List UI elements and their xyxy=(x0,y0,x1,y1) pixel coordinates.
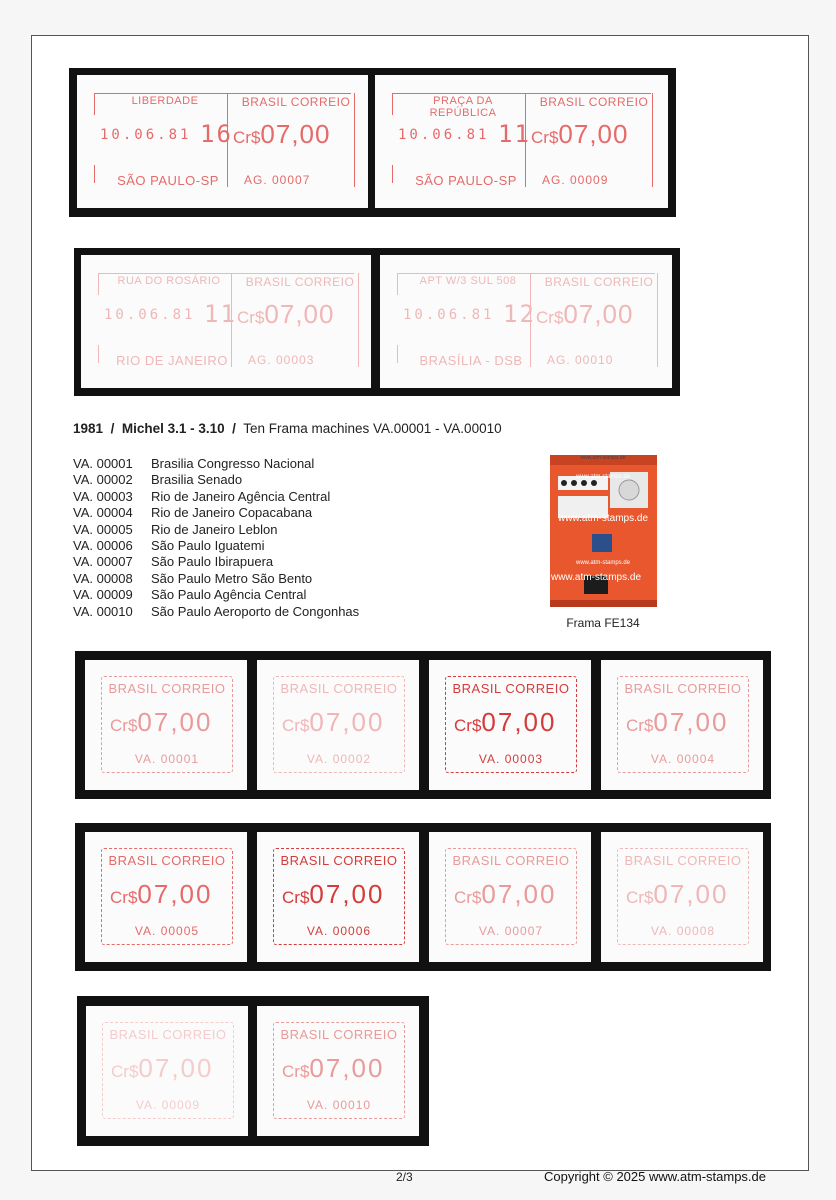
list-item xyxy=(73,604,359,620)
stamp-header: BRASIL CORREIO xyxy=(280,853,398,868)
machine-place: Rio de Janeiro Copacabana xyxy=(151,505,313,521)
watermark-text: www.atm-stamps.de xyxy=(557,513,649,524)
value-text: 07,00 xyxy=(558,119,629,149)
header-text: BRASIL CORREIO xyxy=(245,275,355,289)
machine-base xyxy=(550,600,657,607)
value-text: 07,00 xyxy=(138,1053,214,1083)
stamp-header: BRASIL CORREIO xyxy=(452,853,570,868)
currency-text: Cr$ xyxy=(237,308,265,327)
currency-text: Cr$ xyxy=(282,716,310,735)
machine-code: VA. 00005 xyxy=(134,924,200,938)
machine-code: VA. 00005 xyxy=(73,521,133,537)
machine-code: VA. 00008 xyxy=(650,924,716,938)
heading-sep-1: / xyxy=(110,421,115,436)
watermark-text: www.atm-stamps.de xyxy=(580,455,626,461)
stamp-va00006 xyxy=(257,832,419,962)
machine-place: Brasilia Senado xyxy=(151,472,243,488)
sequence-number: 11 xyxy=(204,300,237,328)
header-text: BRASIL CORREIO xyxy=(241,95,351,109)
agency-text: AG. 00009 xyxy=(542,173,609,187)
value-text: 07,00 xyxy=(481,879,557,909)
button-icon xyxy=(581,480,587,486)
value-text: 07,00 xyxy=(653,707,729,737)
machine-place: Rio de Janeiro Agência Central xyxy=(151,488,331,504)
currency-text: Cr$ xyxy=(531,128,559,147)
machine-code: VA. 00007 xyxy=(73,554,133,570)
machine-code: VA. 00010 xyxy=(306,1098,372,1112)
date-text: 10.06.81 xyxy=(398,127,490,143)
stamp-va00004 xyxy=(601,660,763,790)
list-item xyxy=(73,587,359,603)
currency-text: Cr$ xyxy=(626,888,654,907)
value-text: 07,00 xyxy=(481,707,557,737)
machine-caption: Frama FE134 xyxy=(566,616,640,630)
heading-year: 1981 xyxy=(73,421,104,436)
value-text: 07,00 xyxy=(137,879,213,909)
stamp-header: BRASIL CORREIO xyxy=(109,1027,227,1042)
currency-text: Cr$ xyxy=(626,716,654,735)
machine-place: São Paulo Ibirapuera xyxy=(151,554,274,570)
city-text: BRASÍLIA - DSB xyxy=(419,353,523,368)
stamp-header: BRASIL CORREIO xyxy=(624,681,742,696)
location-text: APT W/3 SUL 508 xyxy=(419,275,517,287)
header-text: BRASIL CORREIO xyxy=(544,275,654,289)
stamp-va00009 xyxy=(86,1006,248,1136)
machine-label-liberdade xyxy=(77,75,368,208)
stamp-strip-3 xyxy=(75,651,771,799)
city-text: SÃO PAULO-SP xyxy=(415,173,517,188)
currency-text: Cr$ xyxy=(111,1062,139,1081)
agency-text: AG. 00010 xyxy=(547,353,614,367)
sequence-number: 11 xyxy=(498,120,531,148)
city-text: SÃO PAULO-SP xyxy=(117,173,219,188)
list-item xyxy=(73,522,359,538)
list-item xyxy=(73,554,359,570)
sequence-number: 12 xyxy=(503,300,536,328)
machine-place: Brasilia Congresso Nacional xyxy=(151,456,315,471)
heading-sep-2: / xyxy=(232,421,236,436)
stamp-va00003 xyxy=(429,660,591,790)
list-item xyxy=(73,505,359,521)
list-item xyxy=(73,489,359,505)
stamp-header: BRASIL CORREIO xyxy=(108,681,226,696)
machine-place: Rio de Janeiro Leblon xyxy=(151,521,278,537)
currency-text: Cr$ xyxy=(110,716,138,735)
stamp-strip-1 xyxy=(69,68,676,217)
watermark-text: www.atm-stamps.de xyxy=(575,560,631,566)
currency-text: Cr$ xyxy=(454,716,482,735)
date-text: 10.06.81 xyxy=(104,307,196,323)
machine-code: VA. 00004 xyxy=(650,752,716,766)
stamp-va00010 xyxy=(257,1006,419,1136)
machine-code: VA. 00001 xyxy=(73,456,133,471)
value-text: 07,00 xyxy=(563,299,634,329)
value-text: 07,00 xyxy=(260,119,331,149)
watermark-text: www.atm-stamps.de xyxy=(575,474,631,480)
currency-text: Cr$ xyxy=(233,128,261,147)
coin-slot-icon xyxy=(619,480,639,500)
heading-description: Ten Frama machines VA.00001 - VA.00010 xyxy=(243,421,502,436)
set-heading xyxy=(73,421,502,436)
machine-code: VA. 00006 xyxy=(73,538,133,554)
sequence-number: 16 xyxy=(200,120,233,148)
machine-list xyxy=(73,456,359,620)
stamp-va00008 xyxy=(601,832,763,962)
machine-label-praca xyxy=(375,75,668,208)
location-text: PRAÇA DA REPÚBLICA xyxy=(429,95,497,119)
value-text: 07,00 xyxy=(653,879,729,909)
machine-place: São Paulo Agência Central xyxy=(151,587,307,603)
header-text: BRASIL CORREIO xyxy=(539,95,649,109)
stamp-strip-5 xyxy=(77,996,429,1146)
stamp-strip-4 xyxy=(75,823,771,971)
machine-code: VA. 00009 xyxy=(135,1098,201,1112)
list-item xyxy=(73,571,359,587)
stamp-header: BRASIL CORREIO xyxy=(624,853,742,868)
value-text: 07,00 xyxy=(264,299,335,329)
machine-code: VA. 00008 xyxy=(73,570,133,586)
stamp-va00002 xyxy=(257,660,419,790)
machine-code: VA. 00003 xyxy=(73,488,133,504)
button-icon xyxy=(561,480,567,486)
watermark-text: www.atm-stamps.de xyxy=(550,572,642,583)
agency-text: AG. 00003 xyxy=(248,353,315,367)
heading-catalog: Michel 3.1 - 3.10 xyxy=(121,421,225,436)
stamp-header: BRASIL CORREIO xyxy=(452,681,570,696)
list-item xyxy=(73,456,359,472)
machine-code: VA. 00007 xyxy=(478,924,544,938)
currency-text: Cr$ xyxy=(110,888,138,907)
currency-text: Cr$ xyxy=(536,308,564,327)
currency-text: Cr$ xyxy=(282,888,310,907)
frama-machine-image xyxy=(546,452,661,610)
page-number: 2/3 xyxy=(396,1170,413,1184)
value-text: 07,00 xyxy=(309,1053,385,1083)
value-text: 07,00 xyxy=(309,707,385,737)
machine-label-brasilia xyxy=(380,255,672,388)
list-item xyxy=(73,472,359,488)
machine-code: VA. 00003 xyxy=(478,752,544,766)
stamp-header: BRASIL CORREIO xyxy=(108,853,226,868)
stamp-va00001 xyxy=(85,660,247,790)
machine-place: São Paulo Metro São Bento xyxy=(151,570,313,586)
stamp-va00005 xyxy=(85,832,247,962)
stamp-strip-2 xyxy=(74,248,680,396)
list-item xyxy=(73,538,359,554)
stamp-header: BRASIL CORREIO xyxy=(280,681,398,696)
copyright-text: Copyright © 2025 www.atm-stamps.de xyxy=(544,1169,767,1184)
city-text: RIO DE JANEIRO xyxy=(116,353,228,368)
machine-code: VA. 00002 xyxy=(73,472,133,488)
machine-code: VA. 00002 xyxy=(306,752,372,766)
button-icon xyxy=(571,480,577,486)
currency-text: Cr$ xyxy=(282,1062,310,1081)
location-text: RUA DO ROSÁRIO xyxy=(117,275,221,287)
value-text: 07,00 xyxy=(309,879,385,909)
stamp-va00007 xyxy=(429,832,591,962)
machine-place: São Paulo Iguatemi xyxy=(151,538,265,554)
location-text: LIBERDADE xyxy=(131,95,199,107)
machine-code: VA. 00010 xyxy=(73,603,133,619)
agency-text: AG. 00007 xyxy=(244,173,311,187)
date-text: 10.06.81 xyxy=(403,307,495,323)
machine-place: São Paulo Aeroporto de Congonhas xyxy=(151,603,360,619)
stamp-header: BRASIL CORREIO xyxy=(280,1027,398,1042)
currency-text: Cr$ xyxy=(454,888,482,907)
date-text: 10.06.81 xyxy=(100,127,192,143)
machine-label-rosario xyxy=(81,255,371,388)
value-text: 07,00 xyxy=(137,707,213,737)
button-icon xyxy=(591,480,597,486)
coin-insert-icon xyxy=(592,534,612,552)
machine-code: VA. 00004 xyxy=(73,505,133,521)
machine-code: VA. 00009 xyxy=(73,587,133,603)
machine-code: VA. 00006 xyxy=(306,924,372,938)
machine-code: VA. 00001 xyxy=(134,752,200,766)
